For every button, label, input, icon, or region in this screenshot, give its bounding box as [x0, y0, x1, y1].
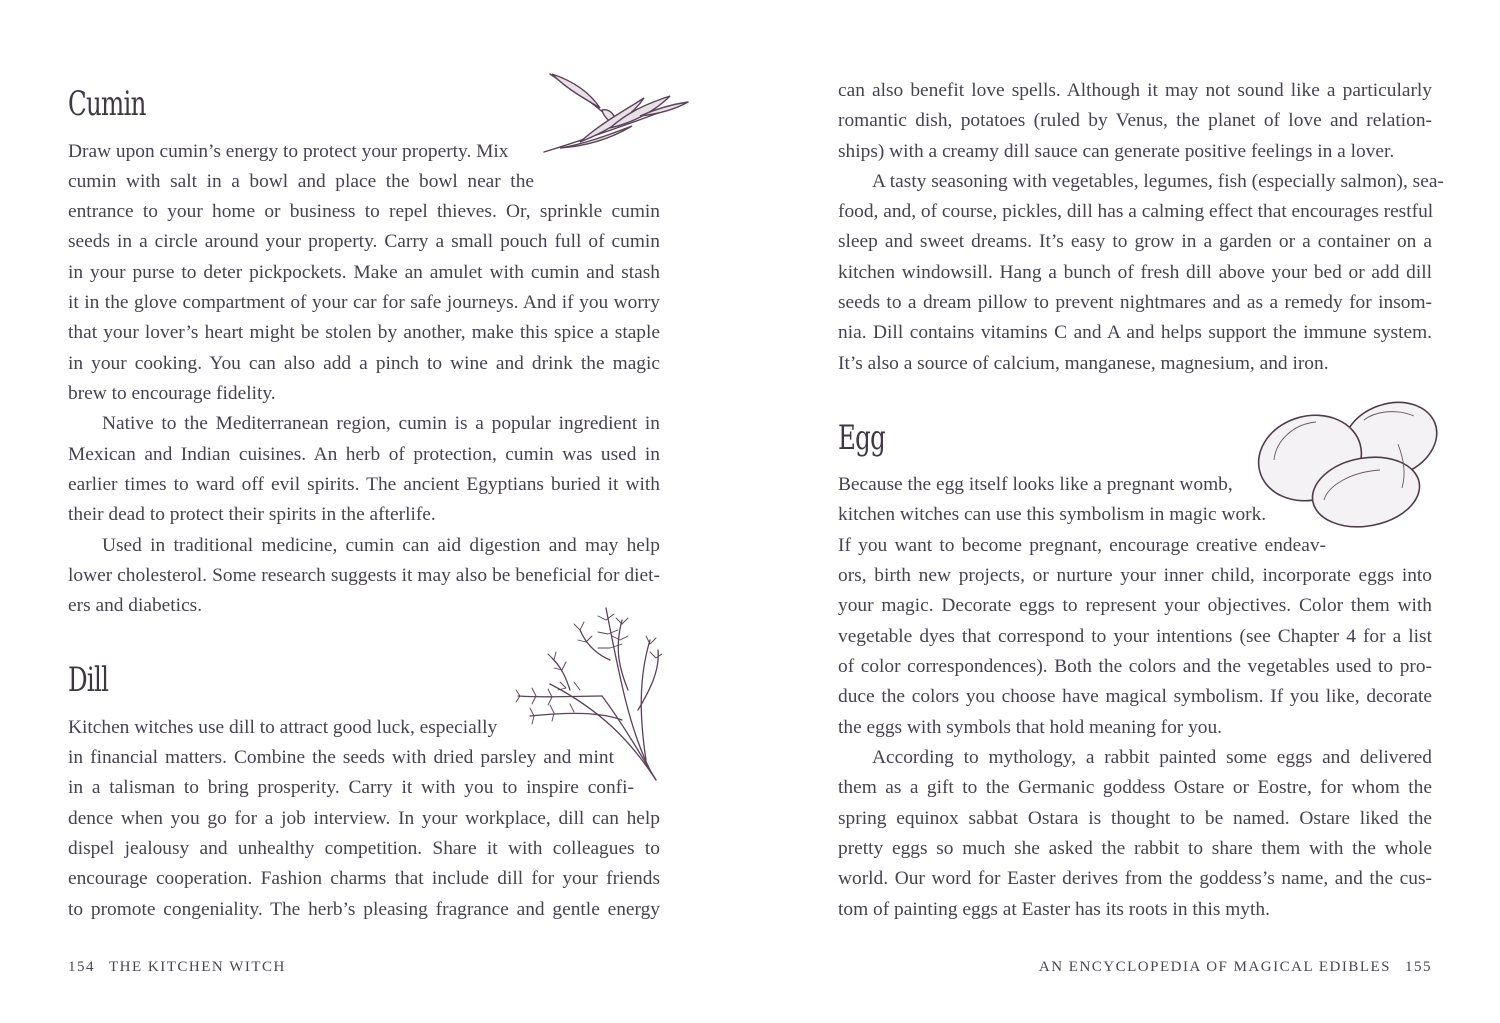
cumin-line: their dead to protect their spirits in the afterlife. [68, 504, 436, 525]
dill-line: dispel jealousy and unhealthy competition. Share it with colleagues to [68, 838, 660, 859]
dill-line: Kitchen witches use dill to attract good luck, especially [68, 717, 498, 738]
dill-line: in financial matters. Combine the seeds with dried parsley and mint [68, 747, 614, 768]
egg-line: the eggs with symbols that hold meaning for you. [838, 717, 1222, 738]
dill-heading: Dill [68, 660, 109, 700]
dill-line: food, and, of course, pickles, dill has a calming effect that encourages restful [838, 201, 1434, 222]
egg-line: them as a gift to the Germanic goddess Ostare or Eostre, for whom the [838, 777, 1432, 798]
cumin-line: brew to encourage fidelity. [68, 383, 276, 404]
dill-line: romantic dish, potatoes (ruled by Venus, the planet of love and relation- [838, 110, 1432, 131]
cumin-line: ers and diabetics. [68, 595, 203, 616]
cumin-line: seeds in a circle around your property. Carry a small pouch full of cumin [68, 231, 660, 252]
egg-line: pretty eggs so much she asked the rabbit to share them with the whole [838, 838, 1432, 859]
egg-line: Because the egg itself looks like a pregnant womb, [838, 474, 1233, 495]
page-number: 155 [1405, 959, 1432, 975]
egg-line: tom of painting eggs at Easter has its roots in this myth. [838, 899, 1270, 920]
cumin-heading: Cumin [68, 84, 146, 124]
dill-line: encourage cooperation. Fashion charms that include dill for your friends [68, 868, 660, 889]
running-head: AN ENCYCLOPEDIA OF MAGICAL EDIBLES [1038, 959, 1391, 975]
egg-line: vegetable dyes that correspond to your intentions (see Chapter 4 for a list [838, 626, 1432, 647]
dill-line: It’s also a source of calcium, manganese, magnesium, and iron. [838, 353, 1329, 374]
cumin-line: Native to the Mediterranean region, cumin is a popular ingredient in [102, 413, 660, 434]
dill-line: kitchen windowsill. Hang a bunch of fresh dill above your bed or add dill [838, 262, 1432, 283]
dill-line: seeds to a dream pillow to prevent nightmares and as a remedy for insom- [838, 292, 1432, 313]
dill-line: in a talisman to bring prosperity. Carry it with you to inspire confi- [68, 777, 634, 798]
right-footer [1039, 956, 1432, 978]
cumin-line: Used in traditional medicine, cumin can aid digestion and may help [102, 535, 660, 556]
egg-line: world. Our word for Easter derives from the goddess’s name, and the cus- [838, 868, 1432, 889]
egg-line: kitchen witches can use this symbolism in magic work. [838, 504, 1267, 525]
cumin-line: in your cooking. You can also add a pinch to wine and drink the magic [68, 353, 660, 374]
left-footer [68, 956, 286, 978]
cumin-line: lower cholesterol. Some research suggests it may also be beneficial for diet- [68, 565, 660, 586]
cumin-line: earlier times to ward off evil spirits. The ancient Egyptians buried it with [68, 474, 660, 495]
dill-line: ships) with a creamy dill sauce can generate positive feelings in a lover. [838, 141, 1395, 162]
egg-line: ors, birth new projects, or nurture your inner child, incorporate eggs into [838, 565, 1432, 586]
dill-line: to promote congeniality. The herb’s pleasing fragrance and gentle energy [68, 899, 660, 920]
dill-line: A tasty seasoning with vegetables, legumes, fish (especially salmon), sea- [872, 171, 1444, 192]
running-head: THE KITCHEN WITCH [109, 959, 286, 975]
cumin-line: it in the glove compartment of your car for safe journeys. And if you worry [68, 292, 660, 313]
cumin-sprig-icon [540, 68, 700, 168]
egg-line: spring equinox sabbat Ostara is thought to be named. Ostare liked the [838, 808, 1432, 829]
cumin-line: in your purse to deter pickpockets. Make an amulet with cumin and stash [68, 262, 660, 283]
egg-line: your magic. Decorate eggs to represent your objectives. Color them with [838, 595, 1432, 616]
cumin-line: Draw upon cumin’s energy to protect your property. Mix [68, 141, 509, 162]
cumin-line: entrance to your home or business to repel thieves. Or, sprinkle cumin [68, 201, 660, 222]
cumin-line: cumin with salt in a bowl and place the bowl near the [68, 171, 534, 192]
cumin-line: that your lover’s heart might be stolen by another, make this spice a staple [68, 322, 660, 343]
dill-line: nia. Dill contains vitamins C and A and helps support the immune system. [838, 322, 1432, 343]
dill-line: sleep and sweet dreams. It’s easy to grow in a garden or a container on a [838, 231, 1432, 252]
egg-line: duce the colors you choose have magical symbolism. If you like, decorate [838, 686, 1432, 707]
egg-heading: Egg [838, 418, 886, 458]
right-page [750, 0, 1500, 1023]
egg-line: If you want to become pregnant, encourage creative endeav- [838, 535, 1326, 556]
eggs-icon [1254, 400, 1444, 530]
page-number: 154 [68, 959, 95, 975]
dill-line: dence when you go for a job interview. In your workplace, dill can help [68, 808, 660, 829]
dill-line: can also benefit love spells. Although it may not sound like a particularly [838, 80, 1432, 101]
cumin-line: Mexican and Indian cuisines. An herb of protection, cumin was used in [68, 444, 660, 465]
egg-line: According to mythology, a rabbit painted some eggs and delivered [872, 747, 1432, 768]
egg-line: of color correspondences). Both the colors and the vegetables used to pro- [838, 656, 1432, 677]
